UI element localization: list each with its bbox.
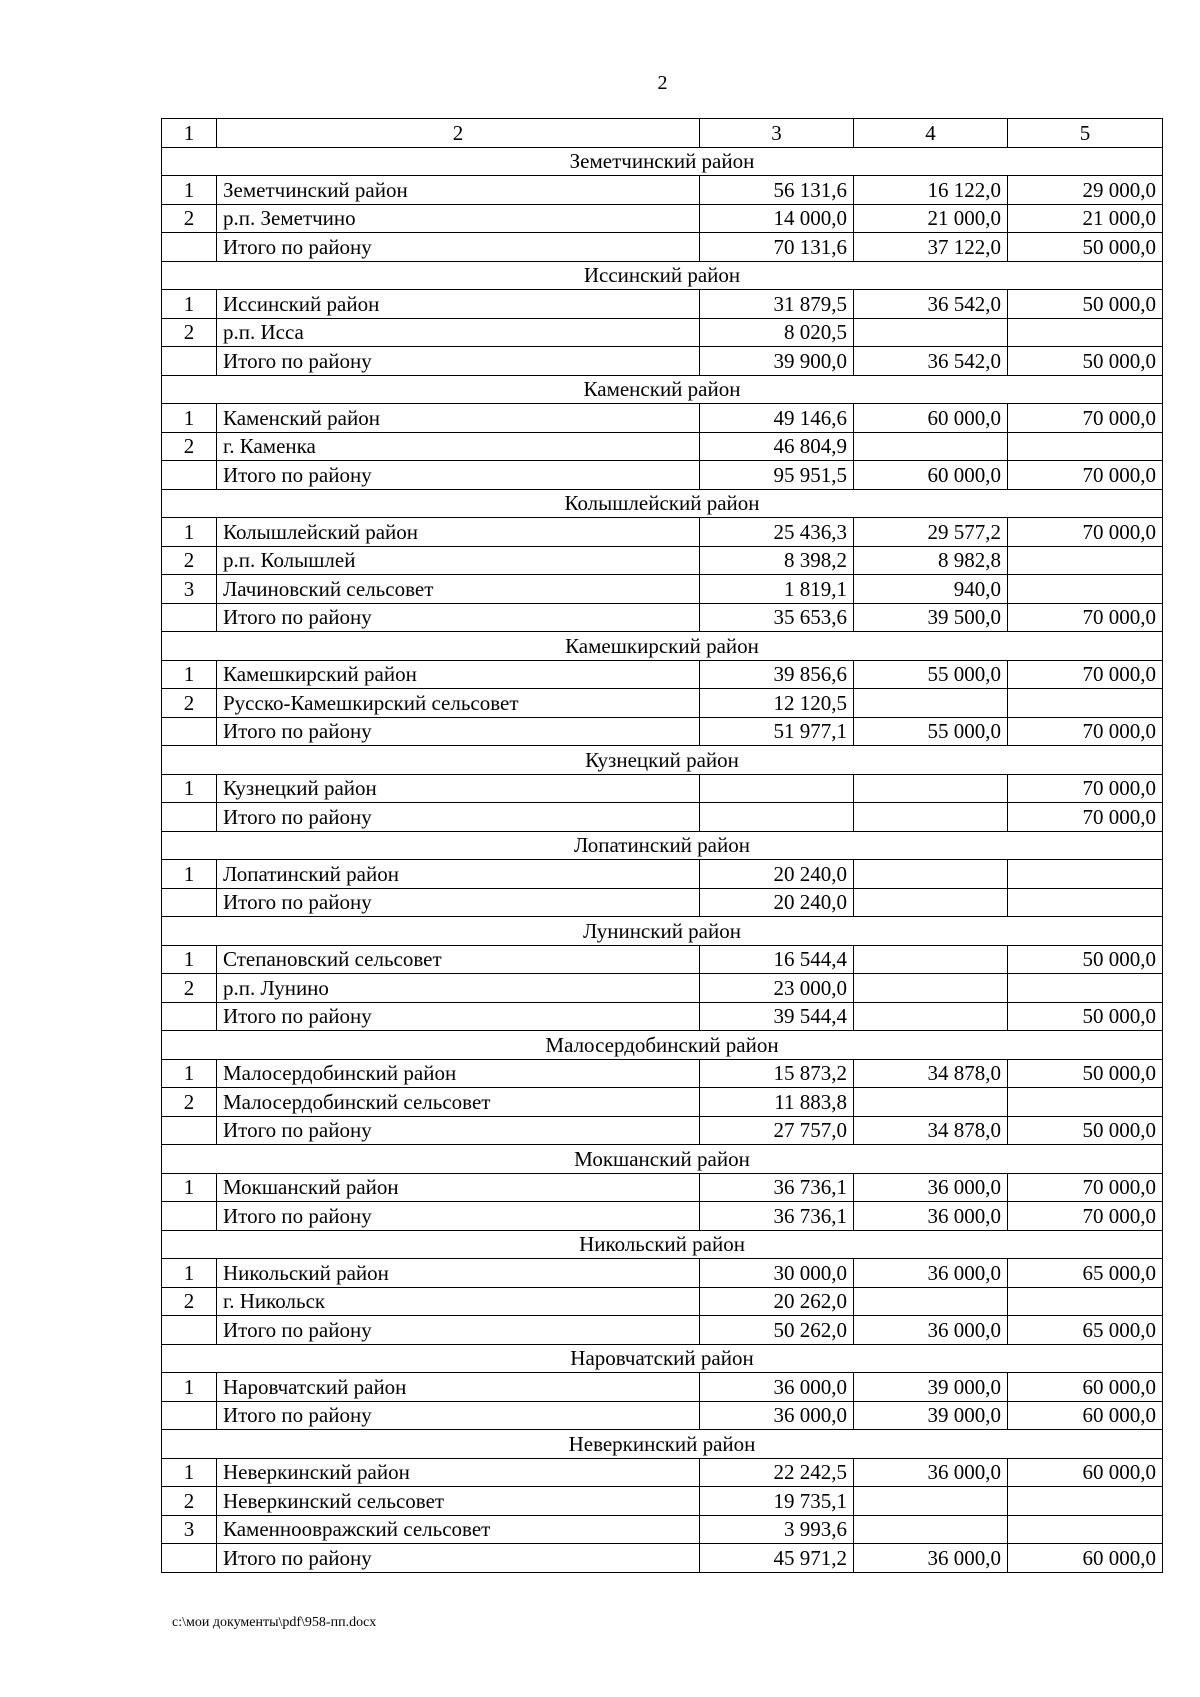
row-name: Колышлейский район bbox=[217, 518, 700, 547]
row-number: 1 bbox=[162, 1259, 217, 1288]
total-row bbox=[162, 1316, 1163, 1345]
value-col-3: 15 873,2 bbox=[700, 1059, 854, 1088]
value-col-3: 95 951,5 bbox=[700, 461, 854, 490]
row-number bbox=[162, 1116, 217, 1145]
value-col-3 bbox=[700, 774, 854, 803]
value-col-4 bbox=[854, 1515, 1008, 1544]
row-name: Неверкинский сельсовет bbox=[217, 1487, 700, 1516]
total-row bbox=[162, 1544, 1163, 1573]
row-name: р.п. Земетчино bbox=[217, 204, 700, 233]
header-cell-2: 2 bbox=[217, 119, 700, 148]
table-row bbox=[162, 1515, 1163, 1544]
value-col-5: 70 000,0 bbox=[1008, 803, 1163, 832]
row-number: 2 bbox=[162, 1088, 217, 1117]
row-number: 1 bbox=[162, 860, 217, 889]
value-col-4: 36 542,0 bbox=[854, 290, 1008, 319]
value-col-4: 60 000,0 bbox=[854, 404, 1008, 433]
value-col-3: 39 856,6 bbox=[700, 660, 854, 689]
value-col-4 bbox=[854, 1088, 1008, 1117]
row-number bbox=[162, 888, 217, 917]
table-row bbox=[162, 1259, 1163, 1288]
value-col-4: 39 000,0 bbox=[854, 1373, 1008, 1402]
section-header-row bbox=[162, 632, 1163, 661]
value-col-5: 70 000,0 bbox=[1008, 1202, 1163, 1231]
value-col-3: 51 977,1 bbox=[700, 717, 854, 746]
row-number: 1 bbox=[162, 774, 217, 803]
value-col-5 bbox=[1008, 860, 1163, 889]
value-col-4: 55 000,0 bbox=[854, 717, 1008, 746]
value-col-3: 12 120,5 bbox=[700, 689, 854, 718]
value-col-4: 55 000,0 bbox=[854, 660, 1008, 689]
section-title: Иссинский район bbox=[162, 261, 1163, 290]
value-col-4: 36 000,0 bbox=[854, 1173, 1008, 1202]
section-header-row bbox=[162, 261, 1163, 290]
value-col-3: 36 736,1 bbox=[700, 1173, 854, 1202]
header-cell-3: 3 bbox=[700, 119, 854, 148]
value-col-4 bbox=[854, 888, 1008, 917]
section-header-row bbox=[162, 1430, 1163, 1459]
table-row bbox=[162, 575, 1163, 604]
value-col-3: 3 993,6 bbox=[700, 1515, 854, 1544]
value-col-5: 70 000,0 bbox=[1008, 717, 1163, 746]
value-col-5 bbox=[1008, 1487, 1163, 1516]
budget-table bbox=[161, 118, 1163, 1573]
value-col-5 bbox=[1008, 1088, 1163, 1117]
value-col-3: 20 240,0 bbox=[700, 888, 854, 917]
value-col-4 bbox=[854, 945, 1008, 974]
value-col-3: 8 020,5 bbox=[700, 318, 854, 347]
total-row bbox=[162, 1202, 1163, 1231]
row-name: Итого по району bbox=[217, 603, 700, 632]
value-col-3: 50 262,0 bbox=[700, 1316, 854, 1345]
row-name: Каменноовражский сельсовет bbox=[217, 1515, 700, 1544]
value-col-4: 36 000,0 bbox=[854, 1544, 1008, 1573]
row-name: Земетчинский район bbox=[217, 176, 700, 205]
value-col-3: 56 131,6 bbox=[700, 176, 854, 205]
section-title: Мокшанский район bbox=[162, 1145, 1163, 1174]
value-col-5 bbox=[1008, 974, 1163, 1003]
row-name: Итого по району bbox=[217, 1116, 700, 1145]
row-number: 1 bbox=[162, 404, 217, 433]
row-number bbox=[162, 1544, 217, 1573]
row-number: 1 bbox=[162, 945, 217, 974]
row-name: Итого по району bbox=[217, 1202, 700, 1231]
row-number: 1 bbox=[162, 1059, 217, 1088]
section-header-row bbox=[162, 375, 1163, 404]
table-row bbox=[162, 1373, 1163, 1402]
value-col-3: 36 000,0 bbox=[700, 1401, 854, 1430]
row-name: Камешкирский район bbox=[217, 660, 700, 689]
section-title: Лунинский район bbox=[162, 917, 1163, 946]
row-name: Никольский район bbox=[217, 1259, 700, 1288]
value-col-5 bbox=[1008, 546, 1163, 575]
row-number: 3 bbox=[162, 1515, 217, 1544]
value-col-5 bbox=[1008, 1515, 1163, 1544]
row-name: Лачиновский сельсовет bbox=[217, 575, 700, 604]
total-row bbox=[162, 347, 1163, 376]
row-number bbox=[162, 461, 217, 490]
value-col-5: 50 000,0 bbox=[1008, 945, 1163, 974]
value-col-5: 50 000,0 bbox=[1008, 1116, 1163, 1145]
section-header-row bbox=[162, 489, 1163, 518]
value-col-5: 50 000,0 bbox=[1008, 290, 1163, 319]
row-name: Итого по району bbox=[217, 888, 700, 917]
row-name: Итого по району bbox=[217, 1316, 700, 1345]
section-title: Малосердобинский район bbox=[162, 1031, 1163, 1060]
value-col-5 bbox=[1008, 888, 1163, 917]
value-col-3: 45 971,2 bbox=[700, 1544, 854, 1573]
row-number: 1 bbox=[162, 176, 217, 205]
total-row bbox=[162, 1116, 1163, 1145]
row-number: 1 bbox=[162, 518, 217, 547]
value-col-3: 20 240,0 bbox=[700, 860, 854, 889]
table-row bbox=[162, 1173, 1163, 1202]
row-number: 2 bbox=[162, 318, 217, 347]
value-col-4: 16 122,0 bbox=[854, 176, 1008, 205]
table-row bbox=[162, 290, 1163, 319]
value-col-4 bbox=[854, 803, 1008, 832]
value-col-3: 22 242,5 bbox=[700, 1458, 854, 1487]
row-number bbox=[162, 717, 217, 746]
value-col-5: 50 000,0 bbox=[1008, 233, 1163, 262]
value-col-3: 30 000,0 bbox=[700, 1259, 854, 1288]
row-name: Итого по району bbox=[217, 347, 700, 376]
section-header-row bbox=[162, 147, 1163, 176]
table-row bbox=[162, 518, 1163, 547]
table-row bbox=[162, 1458, 1163, 1487]
value-col-3: 25 436,3 bbox=[700, 518, 854, 547]
value-col-4 bbox=[854, 774, 1008, 803]
section-title: Каменский район bbox=[162, 375, 1163, 404]
table-row bbox=[162, 1287, 1163, 1316]
row-name: Каменский район bbox=[217, 404, 700, 433]
row-name: Итого по району bbox=[217, 461, 700, 490]
value-col-5 bbox=[1008, 432, 1163, 461]
row-name: р.п. Лунино bbox=[217, 974, 700, 1003]
table-row bbox=[162, 176, 1163, 205]
value-col-5: 70 000,0 bbox=[1008, 461, 1163, 490]
value-col-5: 60 000,0 bbox=[1008, 1544, 1163, 1573]
row-number: 2 bbox=[162, 974, 217, 1003]
table-row bbox=[162, 974, 1163, 1003]
value-col-4 bbox=[854, 974, 1008, 1003]
value-col-3: 36 736,1 bbox=[700, 1202, 854, 1231]
value-col-3: 8 398,2 bbox=[700, 546, 854, 575]
total-row bbox=[162, 888, 1163, 917]
value-col-3: 31 879,5 bbox=[700, 290, 854, 319]
total-row bbox=[162, 603, 1163, 632]
row-name: Иссинский район bbox=[217, 290, 700, 319]
section-header-row bbox=[162, 1145, 1163, 1174]
value-col-4: 940,0 bbox=[854, 575, 1008, 604]
value-col-4: 21 000,0 bbox=[854, 204, 1008, 233]
value-col-3: 20 262,0 bbox=[700, 1287, 854, 1316]
header-cell-4: 4 bbox=[854, 119, 1008, 148]
value-col-5: 50 000,0 bbox=[1008, 1059, 1163, 1088]
total-row bbox=[162, 461, 1163, 490]
table-body bbox=[162, 119, 1163, 1573]
value-col-3: 16 544,4 bbox=[700, 945, 854, 974]
value-col-3: 27 757,0 bbox=[700, 1116, 854, 1145]
row-name: Наровчатский район bbox=[217, 1373, 700, 1402]
table-row bbox=[162, 204, 1163, 233]
row-name: Степановский сельсовет bbox=[217, 945, 700, 974]
value-col-3: 36 000,0 bbox=[700, 1373, 854, 1402]
row-name: Итого по району bbox=[217, 1544, 700, 1573]
table-row bbox=[162, 689, 1163, 718]
row-name: Лопатинский район bbox=[217, 860, 700, 889]
section-header-row bbox=[162, 1031, 1163, 1060]
value-col-5: 50 000,0 bbox=[1008, 1002, 1163, 1031]
row-name: р.п. Исса bbox=[217, 318, 700, 347]
row-number: 3 bbox=[162, 575, 217, 604]
value-col-3: 39 544,4 bbox=[700, 1002, 854, 1031]
section-title: Колышлейский район bbox=[162, 489, 1163, 518]
value-col-5 bbox=[1008, 689, 1163, 718]
row-number bbox=[162, 233, 217, 262]
row-number: 1 bbox=[162, 660, 217, 689]
value-col-3: 19 735,1 bbox=[700, 1487, 854, 1516]
section-header-row bbox=[162, 746, 1163, 775]
value-col-5: 65 000,0 bbox=[1008, 1259, 1163, 1288]
value-col-5: 70 000,0 bbox=[1008, 603, 1163, 632]
value-col-5: 70 000,0 bbox=[1008, 518, 1163, 547]
value-col-4: 34 878,0 bbox=[854, 1059, 1008, 1088]
value-col-4: 39 000,0 bbox=[854, 1401, 1008, 1430]
row-number: 2 bbox=[162, 432, 217, 461]
value-col-4 bbox=[854, 1002, 1008, 1031]
value-col-5 bbox=[1008, 575, 1163, 604]
value-col-5 bbox=[1008, 1287, 1163, 1316]
row-number: 2 bbox=[162, 204, 217, 233]
value-col-3: 70 131,6 bbox=[700, 233, 854, 262]
total-row bbox=[162, 1002, 1163, 1031]
value-col-4 bbox=[854, 1487, 1008, 1516]
row-name: г. Никольск bbox=[217, 1287, 700, 1316]
row-number: 2 bbox=[162, 1487, 217, 1516]
row-number bbox=[162, 1401, 217, 1430]
row-number bbox=[162, 1316, 217, 1345]
value-col-4 bbox=[854, 1287, 1008, 1316]
row-number: 1 bbox=[162, 1458, 217, 1487]
row-name: Итого по району bbox=[217, 803, 700, 832]
file-path-footer: c:\мои документы\pdf\958-пп.docx bbox=[172, 1615, 377, 1630]
value-col-3 bbox=[700, 803, 854, 832]
table-row bbox=[162, 1088, 1163, 1117]
value-col-4: 36 000,0 bbox=[854, 1202, 1008, 1231]
value-col-5: 65 000,0 bbox=[1008, 1316, 1163, 1345]
value-col-5: 70 000,0 bbox=[1008, 404, 1163, 433]
row-name: Итого по району bbox=[217, 1401, 700, 1430]
table-row bbox=[162, 318, 1163, 347]
row-number: 2 bbox=[162, 546, 217, 575]
row-name: Малосердобинский сельсовет bbox=[217, 1088, 700, 1117]
row-number: 1 bbox=[162, 290, 217, 319]
section-title: Земетчинский район bbox=[162, 147, 1163, 176]
value-col-4: 36 000,0 bbox=[854, 1458, 1008, 1487]
value-col-4: 60 000,0 bbox=[854, 461, 1008, 490]
row-name: Русско-Камешкирский сельсовет bbox=[217, 689, 700, 718]
row-number: 2 bbox=[162, 1287, 217, 1316]
row-number bbox=[162, 603, 217, 632]
row-name: Неверкинский район bbox=[217, 1458, 700, 1487]
table-row bbox=[162, 432, 1163, 461]
row-number: 2 bbox=[162, 689, 217, 718]
value-col-5: 60 000,0 bbox=[1008, 1401, 1163, 1430]
table-row bbox=[162, 1059, 1163, 1088]
value-col-4 bbox=[854, 318, 1008, 347]
section-title: Кузнецкий район bbox=[162, 746, 1163, 775]
table-row bbox=[162, 860, 1163, 889]
value-col-4: 36 000,0 bbox=[854, 1259, 1008, 1288]
value-col-3: 23 000,0 bbox=[700, 974, 854, 1003]
total-row bbox=[162, 803, 1163, 832]
row-number: 1 bbox=[162, 1373, 217, 1402]
section-title: Наровчатский район bbox=[162, 1344, 1163, 1373]
header-row bbox=[162, 119, 1163, 148]
row-number bbox=[162, 1002, 217, 1031]
value-col-5: 70 000,0 bbox=[1008, 660, 1163, 689]
value-col-4: 8 982,8 bbox=[854, 546, 1008, 575]
value-col-4 bbox=[854, 689, 1008, 718]
value-col-3: 14 000,0 bbox=[700, 204, 854, 233]
row-name: Мокшанский район bbox=[217, 1173, 700, 1202]
value-col-5: 60 000,0 bbox=[1008, 1373, 1163, 1402]
row-number bbox=[162, 1202, 217, 1231]
section-title: Камешкирский район bbox=[162, 632, 1163, 661]
value-col-4: 36 000,0 bbox=[854, 1316, 1008, 1345]
table-row bbox=[162, 546, 1163, 575]
header-cell-1: 1 bbox=[162, 119, 217, 148]
value-col-5: 60 000,0 bbox=[1008, 1458, 1163, 1487]
value-col-5: 50 000,0 bbox=[1008, 347, 1163, 376]
table-row bbox=[162, 945, 1163, 974]
value-col-5: 70 000,0 bbox=[1008, 774, 1163, 803]
row-number: 1 bbox=[162, 1173, 217, 1202]
value-col-3: 49 146,6 bbox=[700, 404, 854, 433]
table-row bbox=[162, 774, 1163, 803]
value-col-4 bbox=[854, 432, 1008, 461]
value-col-3: 39 900,0 bbox=[700, 347, 854, 376]
row-name: г. Каменка bbox=[217, 432, 700, 461]
row-name: Итого по району bbox=[217, 1002, 700, 1031]
value-col-3: 35 653,6 bbox=[700, 603, 854, 632]
value-col-4: 34 878,0 bbox=[854, 1116, 1008, 1145]
value-col-4 bbox=[854, 860, 1008, 889]
value-col-4: 36 542,0 bbox=[854, 347, 1008, 376]
value-col-4: 29 577,2 bbox=[854, 518, 1008, 547]
section-header-row bbox=[162, 831, 1163, 860]
section-header-row bbox=[162, 1344, 1163, 1373]
section-title: Никольский район bbox=[162, 1230, 1163, 1259]
section-header-row bbox=[162, 917, 1163, 946]
value-col-5: 21 000,0 bbox=[1008, 204, 1163, 233]
row-name: Итого по району bbox=[217, 717, 700, 746]
value-col-5 bbox=[1008, 318, 1163, 347]
total-row bbox=[162, 233, 1163, 262]
row-name: р.п. Колышлей bbox=[217, 546, 700, 575]
section-title: Лопатинский район bbox=[162, 831, 1163, 860]
row-name: Кузнецкий район bbox=[217, 774, 700, 803]
section-title: Неверкинский район bbox=[162, 1430, 1163, 1459]
total-row bbox=[162, 717, 1163, 746]
row-number bbox=[162, 347, 217, 376]
table-row bbox=[162, 1487, 1163, 1516]
page-number: 2 bbox=[657, 72, 668, 94]
row-name: Итого по району bbox=[217, 233, 700, 262]
value-col-5: 29 000,0 bbox=[1008, 176, 1163, 205]
table-row bbox=[162, 660, 1163, 689]
total-row bbox=[162, 1401, 1163, 1430]
value-col-5: 70 000,0 bbox=[1008, 1173, 1163, 1202]
value-col-3: 11 883,8 bbox=[700, 1088, 854, 1117]
value-col-3: 46 804,9 bbox=[700, 432, 854, 461]
section-header-row bbox=[162, 1230, 1163, 1259]
row-number bbox=[162, 803, 217, 832]
row-name: Малосердобинский район bbox=[217, 1059, 700, 1088]
value-col-4: 37 122,0 bbox=[854, 233, 1008, 262]
header-cell-5: 5 bbox=[1008, 119, 1163, 148]
value-col-3: 1 819,1 bbox=[700, 575, 854, 604]
table-row bbox=[162, 404, 1163, 433]
value-col-4: 39 500,0 bbox=[854, 603, 1008, 632]
